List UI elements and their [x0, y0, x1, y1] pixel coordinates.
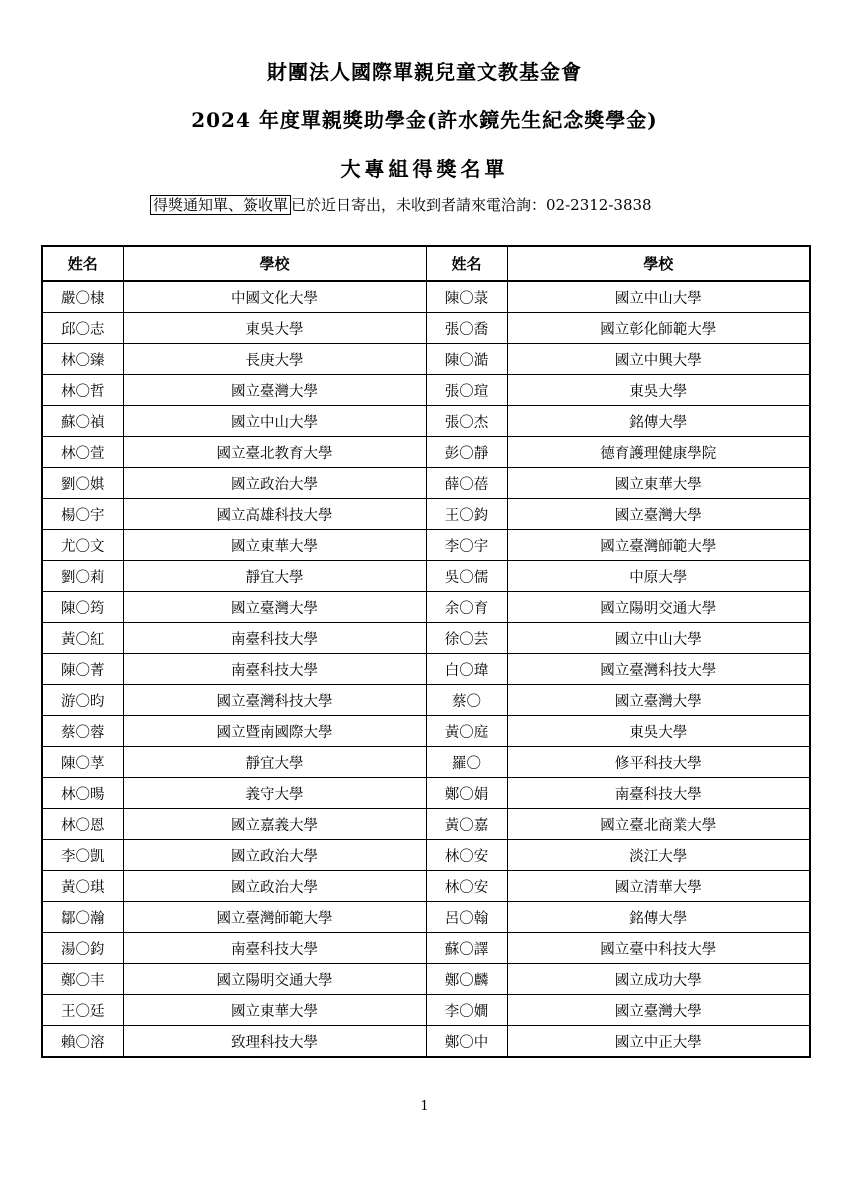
table-row — [42, 499, 810, 530]
student-name: 鄒〇瀚 — [42, 902, 123, 933]
school-name: 國立中正大學 — [507, 1026, 810, 1058]
school-name: 國立中興大學 — [507, 344, 810, 375]
student-name: 林〇暘 — [42, 778, 123, 809]
student-name: 林〇臻 — [42, 344, 123, 375]
table-row — [42, 623, 810, 654]
school-name: 靜宜大學 — [123, 561, 426, 592]
school-name: 國立陽明交通大學 — [507, 592, 810, 623]
school-name: 國立臺中科技大學 — [507, 933, 810, 964]
student-name: 陳〇菁 — [42, 654, 123, 685]
school-name: 德育護理健康學院 — [507, 437, 810, 468]
student-name: 林〇安 — [426, 871, 507, 902]
table-row — [42, 654, 810, 685]
school-name: 南臺科技大學 — [123, 623, 426, 654]
school-name: 國立東華大學 — [123, 995, 426, 1026]
student-name: 邱〇志 — [42, 313, 123, 344]
notice-line — [150, 194, 652, 215]
student-name: 張〇杰 — [426, 406, 507, 437]
table-row — [42, 406, 810, 437]
school-name: 致理科技大學 — [123, 1026, 426, 1058]
table-header-row — [42, 246, 810, 281]
student-name: 黃〇琪 — [42, 871, 123, 902]
school-name: 國立臺灣大學 — [507, 499, 810, 530]
student-name: 張〇喬 — [426, 313, 507, 344]
school-name: 南臺科技大學 — [123, 654, 426, 685]
student-name: 李〇宇 — [426, 530, 507, 561]
school-name: 國立暨南國際大學 — [123, 716, 426, 747]
notice-boxed-text: 得獎通知單、簽收單 — [150, 195, 291, 215]
student-name: 蘇〇譯 — [426, 933, 507, 964]
school-name: 國立陽明交通大學 — [123, 964, 426, 995]
student-name: 呂〇翰 — [426, 902, 507, 933]
school-name: 國立中山大學 — [123, 406, 426, 437]
school-name: 銘傳大學 — [507, 406, 810, 437]
student-name: 陳〇莩 — [42, 747, 123, 778]
table-row — [42, 437, 810, 468]
table-row — [42, 933, 810, 964]
student-name: 羅〇 — [426, 747, 507, 778]
student-name: 嚴〇棣 — [42, 281, 123, 313]
school-name: 東吳大學 — [507, 716, 810, 747]
school-name: 國立東華大學 — [123, 530, 426, 561]
student-name: 白〇瑋 — [426, 654, 507, 685]
student-name: 林〇安 — [426, 840, 507, 871]
table-row — [42, 468, 810, 499]
table-row — [42, 685, 810, 716]
school-name: 國立彰化師範大學 — [507, 313, 810, 344]
award-title: 2024 年度單親獎助學金(許水鏡先生紀念獎學金) — [191, 108, 658, 132]
table-row — [42, 344, 810, 375]
student-name: 余〇育 — [426, 592, 507, 623]
student-name: 陳〇菉 — [426, 281, 507, 313]
student-name: 林〇萱 — [42, 437, 123, 468]
school-name: 中原大學 — [507, 561, 810, 592]
student-name: 彭〇靜 — [426, 437, 507, 468]
student-name: 林〇哲 — [42, 375, 123, 406]
school-name: 國立臺灣大學 — [507, 995, 810, 1026]
school-name: 義守大學 — [123, 778, 426, 809]
student-name: 林〇恩 — [42, 809, 123, 840]
school-name: 東吳大學 — [507, 375, 810, 406]
student-name: 吳〇儒 — [426, 561, 507, 592]
student-name: 湯〇鈞 — [42, 933, 123, 964]
student-name: 劉〇娸 — [42, 468, 123, 499]
table-row — [42, 747, 810, 778]
table-row — [42, 995, 810, 1026]
school-name: 南臺科技大學 — [507, 778, 810, 809]
student-name: 黃〇庭 — [426, 716, 507, 747]
school-name: 國立臺北教育大學 — [123, 437, 426, 468]
student-name: 張〇瑄 — [426, 375, 507, 406]
table-row — [42, 778, 810, 809]
school-name: 國立臺灣大學 — [507, 685, 810, 716]
table-row — [42, 592, 810, 623]
table-row — [42, 1026, 810, 1058]
school-name: 南臺科技大學 — [123, 933, 426, 964]
student-name: 薛〇蓓 — [426, 468, 507, 499]
table-row — [42, 964, 810, 995]
student-name: 鄭〇丰 — [42, 964, 123, 995]
school-name: 東吳大學 — [123, 313, 426, 344]
table-row — [42, 530, 810, 561]
school-name: 靜宜大學 — [123, 747, 426, 778]
school-name: 淡江大學 — [507, 840, 810, 871]
school-name: 國立清華大學 — [507, 871, 810, 902]
student-name: 蔡〇 — [426, 685, 507, 716]
school-name: 國立中山大學 — [507, 281, 810, 313]
table-row — [42, 840, 810, 871]
header-name-2: 姓名 — [426, 246, 507, 281]
table-row — [42, 809, 810, 840]
student-name: 楊〇宇 — [42, 499, 123, 530]
school-name: 國立政治大學 — [123, 871, 426, 902]
school-name: 國立臺灣師範大學 — [507, 530, 810, 561]
awardee-table — [41, 245, 811, 1058]
school-name: 國立臺北商業大學 — [507, 809, 810, 840]
student-name: 黃〇嘉 — [426, 809, 507, 840]
student-name: 劉〇莉 — [42, 561, 123, 592]
school-name: 國立中山大學 — [507, 623, 810, 654]
student-name: 游〇昀 — [42, 685, 123, 716]
student-name: 徐〇芸 — [426, 623, 507, 654]
school-name: 國立政治大學 — [123, 840, 426, 871]
notice-rest-text: 已於近日寄出，未收到者請來電洽詢：02-2312-3838 — [291, 196, 652, 214]
school-name: 國立東華大學 — [507, 468, 810, 499]
school-name: 國立政治大學 — [123, 468, 426, 499]
table-body — [42, 281, 810, 1057]
table-row — [42, 561, 810, 592]
student-name: 鄭〇中 — [426, 1026, 507, 1058]
student-name: 蔡〇蓉 — [42, 716, 123, 747]
school-name: 國立臺灣科技大學 — [123, 685, 426, 716]
student-name: 李〇嫺 — [426, 995, 507, 1026]
header-name-1: 姓名 — [42, 246, 123, 281]
table-row — [42, 716, 810, 747]
student-name: 鄭〇娟 — [426, 778, 507, 809]
student-name: 李〇凱 — [42, 840, 123, 871]
page-number: 1 — [420, 1099, 429, 1114]
school-name: 國立成功大學 — [507, 964, 810, 995]
group-title: 大專組得獎名單 — [340, 157, 509, 181]
table-row — [42, 313, 810, 344]
student-name: 陳〇筠 — [42, 592, 123, 623]
student-name: 尤〇文 — [42, 530, 123, 561]
student-name: 王〇鈞 — [426, 499, 507, 530]
school-name: 中國文化大學 — [123, 281, 426, 313]
school-name: 修平科技大學 — [507, 747, 810, 778]
school-name: 國立嘉義大學 — [123, 809, 426, 840]
school-name: 長庚大學 — [123, 344, 426, 375]
school-name: 國立臺灣大學 — [123, 375, 426, 406]
school-name: 國立臺灣科技大學 — [507, 654, 810, 685]
student-name: 黃〇紅 — [42, 623, 123, 654]
student-name: 陳〇澔 — [426, 344, 507, 375]
student-name: 蘇〇禎 — [42, 406, 123, 437]
student-name: 王〇廷 — [42, 995, 123, 1026]
header-school-2: 學校 — [507, 246, 810, 281]
header-school-1: 學校 — [123, 246, 426, 281]
school-name: 國立高雄科技大學 — [123, 499, 426, 530]
table-row — [42, 871, 810, 902]
table-row — [42, 281, 810, 313]
table-row — [42, 902, 810, 933]
table-row — [42, 375, 810, 406]
school-name: 國立臺灣大學 — [123, 592, 426, 623]
school-name: 銘傳大學 — [507, 902, 810, 933]
student-name: 賴〇溶 — [42, 1026, 123, 1058]
org-title: 財團法人國際單親兒童文教基金會 — [267, 60, 582, 84]
school-name: 國立臺灣師範大學 — [123, 902, 426, 933]
student-name: 鄭〇麟 — [426, 964, 507, 995]
